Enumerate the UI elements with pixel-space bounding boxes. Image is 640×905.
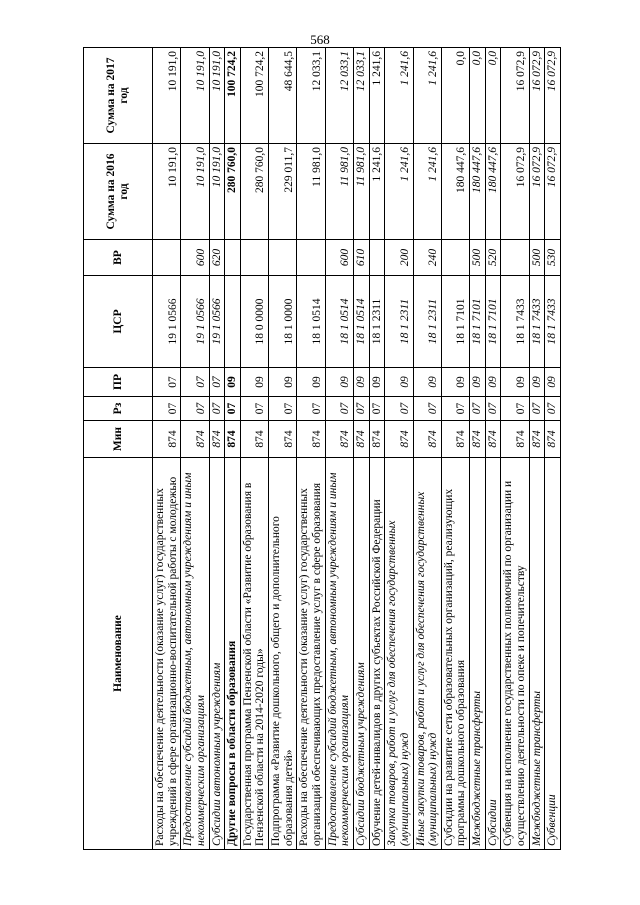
table-row bbox=[209, 48, 225, 850]
table-row bbox=[385, 48, 413, 850]
cell-sum-2017: 48 644,5 bbox=[269, 48, 297, 144]
table-row bbox=[153, 48, 181, 850]
cell-pr: 09 bbox=[385, 368, 413, 397]
cell-min: 874 bbox=[545, 421, 561, 458]
cell-rz: 07 bbox=[485, 397, 501, 421]
cell-sum-2016: 10 191,0 bbox=[181, 144, 209, 240]
cell-pr: 09 bbox=[545, 368, 561, 397]
table-row bbox=[413, 48, 441, 850]
cell-pr: 07 bbox=[153, 368, 181, 397]
cell-name: Расходы на обеспечение деятельности (оказание услуг) государственных организаций обеспечивающих предоставление услуг в сфере образования bbox=[297, 458, 325, 850]
cell-name: Субвенция на исполнение государственных полномочий по организации и осуществлению деятельности по опеке и попечительству bbox=[501, 458, 529, 850]
cell-vr: 500 bbox=[470, 240, 486, 276]
header-vr: ВР bbox=[84, 240, 153, 276]
cell-pr: 09 bbox=[240, 368, 268, 397]
cell-rz: 07 bbox=[369, 397, 385, 421]
cell-csr: 18 1 2311 bbox=[413, 276, 441, 368]
cell-sum-2016: 11 981,0 bbox=[325, 144, 353, 240]
cell-name: Другие вопросы в области образования bbox=[225, 458, 241, 850]
cell-name: Межбюджетные трансферты bbox=[470, 458, 486, 850]
table-row bbox=[181, 48, 209, 850]
header-sum-2017: Сумма на 2017 год bbox=[84, 48, 153, 144]
cell-pr: 09 bbox=[353, 368, 369, 397]
cell-rz: 07 bbox=[529, 397, 545, 421]
cell-sum-2017: 1 241,6 bbox=[413, 48, 441, 144]
cell-sum-2017: 10 191,0 bbox=[181, 48, 209, 144]
header-name: Наименование bbox=[84, 458, 153, 850]
cell-rz: 07 bbox=[501, 397, 529, 421]
cell-name: Субвенции bbox=[545, 458, 561, 850]
cell-sum-2016: 16 072,9 bbox=[545, 144, 561, 240]
cell-sum-2017: 12 033,1 bbox=[353, 48, 369, 144]
cell-vr: 600 bbox=[181, 240, 209, 276]
cell-vr: 610 bbox=[353, 240, 369, 276]
cell-sum-2017: 1 241,6 bbox=[369, 48, 385, 144]
cell-rz: 07 bbox=[297, 397, 325, 421]
cell-sum-2016: 180 447,6 bbox=[485, 144, 501, 240]
cell-pr: 09 bbox=[529, 368, 545, 397]
cell-sum-2016: 16 072,9 bbox=[529, 144, 545, 240]
cell-csr: 18 1 7101 bbox=[470, 276, 486, 368]
cell-min: 874 bbox=[225, 421, 241, 458]
cell-min: 874 bbox=[501, 421, 529, 458]
table-row bbox=[240, 48, 268, 850]
cell-csr: 18 0 0000 bbox=[240, 276, 268, 368]
table-header-row bbox=[84, 48, 153, 850]
table-row bbox=[369, 48, 385, 850]
cell-csr: 18 1 7101 bbox=[485, 276, 501, 368]
cell-name: Государственная программа Пензенской области «Развитие образования в Пензенской области на 2014-2020 годы» bbox=[240, 458, 268, 850]
cell-sum-2016: 1 241,6 bbox=[385, 144, 413, 240]
cell-csr: 18 1 0514 bbox=[297, 276, 325, 368]
cell-pr: 09 bbox=[369, 368, 385, 397]
table-row bbox=[545, 48, 561, 850]
cell-rz: 07 bbox=[153, 397, 181, 421]
cell-min: 874 bbox=[529, 421, 545, 458]
cell-min: 874 bbox=[297, 421, 325, 458]
cell-min: 874 bbox=[369, 421, 385, 458]
cell-min: 874 bbox=[153, 421, 181, 458]
cell-vr: 200 bbox=[385, 240, 413, 276]
cell-min: 874 bbox=[269, 421, 297, 458]
cell-sum-2017: 10 191,0 bbox=[153, 48, 181, 144]
cell-name: Субсидии автономным учреждениям bbox=[209, 458, 225, 850]
header-pr: ПР bbox=[84, 368, 153, 397]
cell-csr bbox=[225, 276, 241, 368]
cell-sum-2017: 1 241,6 bbox=[385, 48, 413, 144]
cell-min: 874 bbox=[413, 421, 441, 458]
cell-rz: 07 bbox=[269, 397, 297, 421]
cell-sum-2017: 10 191,0 bbox=[209, 48, 225, 144]
table-row bbox=[353, 48, 369, 850]
cell-sum-2016: 280 760,0 bbox=[240, 144, 268, 240]
budget-table bbox=[83, 47, 561, 850]
cell-csr: 18 1 0514 bbox=[325, 276, 353, 368]
cell-sum-2017: 0,0 bbox=[441, 48, 469, 144]
cell-sum-2017: 12 033,1 bbox=[297, 48, 325, 144]
cell-sum-2016: 16 072,9 bbox=[501, 144, 529, 240]
cell-rz: 07 bbox=[225, 397, 241, 421]
table-row bbox=[441, 48, 469, 850]
cell-name: Предоставление субсидий бюджетным, автономным учреждениям и иным некоммерческим организациям bbox=[181, 458, 209, 850]
cell-name: Подпрограмма «Развитие дошкольного, общего и дополнительного образования детей» bbox=[269, 458, 297, 850]
cell-min: 874 bbox=[353, 421, 369, 458]
cell-name: Обучение детей-инвалидов в других субъектах Российской Федерации bbox=[369, 458, 385, 850]
cell-pr: 09 bbox=[441, 368, 469, 397]
table-row bbox=[225, 48, 241, 850]
cell-csr: 18 1 7101 bbox=[441, 276, 469, 368]
cell-sum-2017: 0,0 bbox=[485, 48, 501, 144]
budget-table-container bbox=[83, 48, 570, 850]
cell-min: 874 bbox=[485, 421, 501, 458]
header-rz: Рз bbox=[84, 397, 153, 421]
cell-vr: 620 bbox=[209, 240, 225, 276]
cell-vr: 600 bbox=[325, 240, 353, 276]
cell-pr: 09 bbox=[269, 368, 297, 397]
cell-pr: 09 bbox=[501, 368, 529, 397]
cell-vr bbox=[269, 240, 297, 276]
page-number: 568 bbox=[310, 32, 330, 47]
cell-name: Иные закупки товаров, работ и услуг для обеспечения государственных (муниципальных) нужд bbox=[413, 458, 441, 850]
cell-min: 874 bbox=[209, 421, 225, 458]
cell-sum-2016: 229 011,7 bbox=[269, 144, 297, 240]
cell-min: 874 bbox=[441, 421, 469, 458]
cell-csr: 18 1 0514 bbox=[353, 276, 369, 368]
cell-csr: 18 1 7433 bbox=[545, 276, 561, 368]
cell-pr: 09 bbox=[225, 368, 241, 397]
cell-vr bbox=[441, 240, 469, 276]
cell-sum-2017: 16 072,9 bbox=[545, 48, 561, 144]
cell-rz: 07 bbox=[545, 397, 561, 421]
cell-min: 874 bbox=[325, 421, 353, 458]
cell-vr: 240 bbox=[413, 240, 441, 276]
cell-rz: 07 bbox=[385, 397, 413, 421]
cell-vr: 530 bbox=[545, 240, 561, 276]
cell-min: 874 bbox=[181, 421, 209, 458]
cell-csr: 18 1 7433 bbox=[529, 276, 545, 368]
cell-name: Межбюджетные трансферты bbox=[529, 458, 545, 850]
cell-min: 874 bbox=[385, 421, 413, 458]
cell-pr: 07 bbox=[181, 368, 209, 397]
cell-rz: 07 bbox=[240, 397, 268, 421]
cell-name: Субсидии на развитие сети образовательных организаций, реализующих программы дошкольного образования bbox=[441, 458, 469, 850]
cell-rz: 07 bbox=[353, 397, 369, 421]
cell-sum-2016: 10 191,0 bbox=[209, 144, 225, 240]
cell-csr: 19 1 0566 bbox=[181, 276, 209, 368]
cell-vr bbox=[297, 240, 325, 276]
cell-pr: 09 bbox=[470, 368, 486, 397]
cell-vr: 500 bbox=[529, 240, 545, 276]
cell-sum-2016: 1 241,6 bbox=[413, 144, 441, 240]
cell-vr bbox=[240, 240, 268, 276]
cell-min: 874 bbox=[240, 421, 268, 458]
cell-rz: 07 bbox=[441, 397, 469, 421]
cell-csr: 18 1 7433 bbox=[501, 276, 529, 368]
cell-sum-2016: 10 191,0 bbox=[153, 144, 181, 240]
cell-name: Субсидии бюджетным учреждениям bbox=[353, 458, 369, 850]
cell-sum-2017: 0,0 bbox=[470, 48, 486, 144]
cell-vr bbox=[225, 240, 241, 276]
cell-pr: 09 bbox=[413, 368, 441, 397]
cell-rz: 07 bbox=[470, 397, 486, 421]
header-min: Мин bbox=[84, 421, 153, 458]
header-csr: ЦСР bbox=[84, 276, 153, 368]
cell-csr: 18 1 2311 bbox=[369, 276, 385, 368]
cell-sum-2017: 100 724,2 bbox=[240, 48, 268, 144]
cell-sum-2016: 11 981,0 bbox=[353, 144, 369, 240]
cell-min: 874 bbox=[470, 421, 486, 458]
cell-vr bbox=[501, 240, 529, 276]
cell-sum-2017: 16 072,9 bbox=[529, 48, 545, 144]
cell-vr: 520 bbox=[485, 240, 501, 276]
cell-rz: 07 bbox=[325, 397, 353, 421]
table-row bbox=[501, 48, 529, 850]
cell-pr: 09 bbox=[485, 368, 501, 397]
cell-name: Субсидии bbox=[485, 458, 501, 850]
cell-name: Закупка товаров, работ и услуг для обеспечения государственных (муниципальных) нужд bbox=[385, 458, 413, 850]
header-sum-2016: Сумма на 2016 год bbox=[84, 144, 153, 240]
cell-rz: 07 bbox=[209, 397, 225, 421]
cell-rz: 07 bbox=[181, 397, 209, 421]
cell-csr: 19 1 0566 bbox=[209, 276, 225, 368]
cell-sum-2017: 16 072,9 bbox=[501, 48, 529, 144]
cell-pr: 09 bbox=[325, 368, 353, 397]
cell-rz: 07 bbox=[413, 397, 441, 421]
table-row bbox=[485, 48, 501, 850]
cell-sum-2016: 1 241,6 bbox=[369, 144, 385, 240]
table-row bbox=[325, 48, 353, 850]
cell-name: Расходы на обеспечение деятельности (оказание услуг) государственных учреждений в сфере организационно-воспитательной работы с молодежью bbox=[153, 458, 181, 850]
cell-csr: 18 1 0000 bbox=[269, 276, 297, 368]
cell-pr: 07 bbox=[209, 368, 225, 397]
cell-vr bbox=[153, 240, 181, 276]
cell-sum-2016: 280 760,0 bbox=[225, 144, 241, 240]
cell-pr: 09 bbox=[297, 368, 325, 397]
cell-csr: 19 1 0566 bbox=[153, 276, 181, 368]
cell-sum-2016: 11 981,0 bbox=[297, 144, 325, 240]
cell-csr: 18 1 2311 bbox=[385, 276, 413, 368]
table-row bbox=[529, 48, 545, 850]
cell-vr bbox=[369, 240, 385, 276]
cell-sum-2016: 180 447,6 bbox=[470, 144, 486, 240]
table-row bbox=[470, 48, 486, 850]
cell-name: Предоставление субсидий бюджетным, автономным учреждениям и иным некоммерческим организациям bbox=[325, 458, 353, 850]
cell-sum-2017: 100 724,2 bbox=[225, 48, 241, 144]
cell-sum-2017: 12 033,1 bbox=[325, 48, 353, 144]
cell-sum-2016: 180 447,6 bbox=[441, 144, 469, 240]
table-row bbox=[297, 48, 325, 850]
table-body bbox=[153, 48, 561, 850]
table-row bbox=[269, 48, 297, 850]
